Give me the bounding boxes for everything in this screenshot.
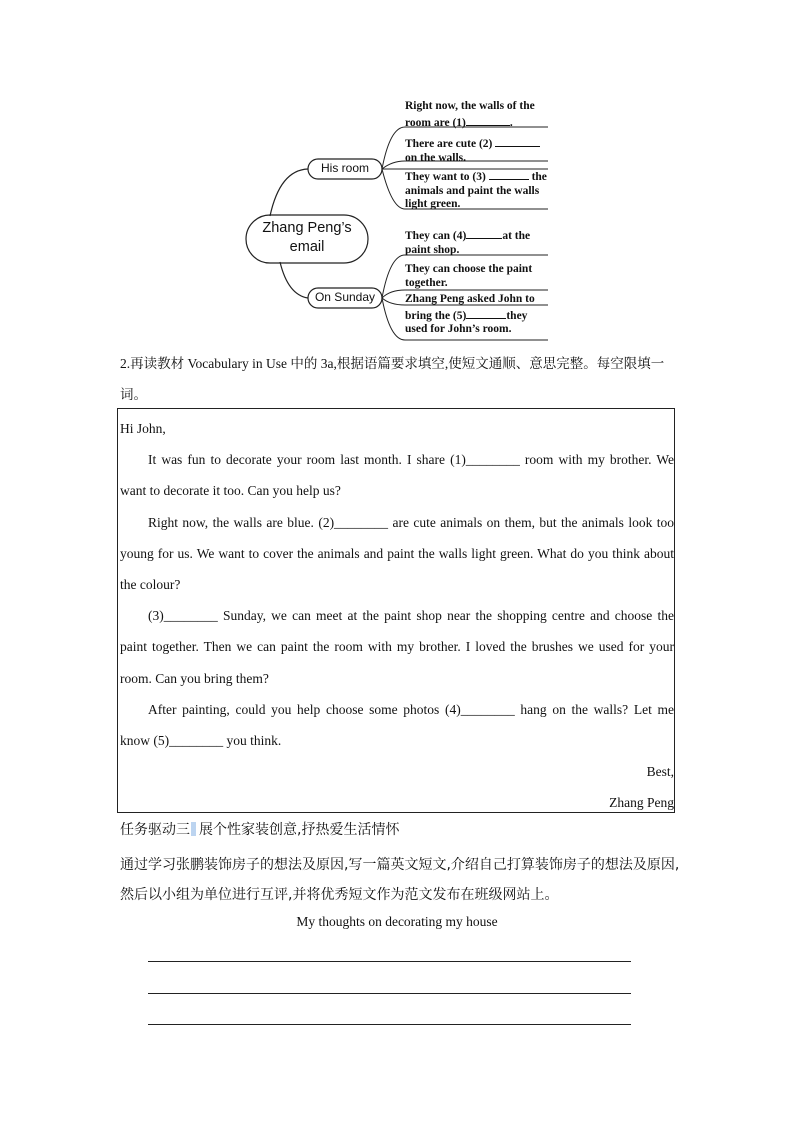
letter-paragraph-2: Right now, the walls are blue. (2)________ are cute animals on them, but the animals look too young for us. We want to cover the animals and paint the walls light green. What do you think about the colour?: [120, 514, 674, 593]
task-title-label: 任务驱动三: [120, 822, 190, 838]
writing-line-1[interactable]: [148, 961, 631, 962]
letter: [120, 413, 674, 819]
task-description: 通过学习张鹏装饰房子的想法及原因,写一篇英文短文,介绍自己打算装饰房子的想法及原因,然后以小组为单位进行互评,并将优秀短文作为范文发布在班级网站上。: [120, 857, 680, 903]
sunday-item-3: Zhang Peng asked John to bring the (5) they used for John’s room.: [405, 293, 535, 335]
center-line-1: Zhang Peng’s: [262, 220, 352, 236]
task-title-text: 展个性家装创意,抒热爱生活情怀: [199, 822, 400, 838]
on-sunday-node: On Sunday: [314, 290, 376, 304]
letter-paragraph-1: It was fun to decorate your room last month. I share (1)________ room with my brother. We want to decorate it too. Can you help us?: [120, 452, 674, 499]
mind-map: [240, 95, 560, 345]
sunday-item-2: They can choose the paint together.: [405, 263, 533, 289]
blank-1: [466, 114, 510, 126]
blank-3: [489, 168, 529, 180]
his-room-node: His room: [320, 161, 369, 175]
room-item-1: Right now, the walls of the room are (1) .: [405, 100, 535, 129]
center-node: [248, 219, 366, 257]
letter-closing: Best,: [646, 764, 674, 780]
letter-box: [117, 408, 675, 813]
instruction-text: 2.再读教材 Vocabulary in Use 中的 3a,根据语篇要求填空,使短文通顺、意思完整。每空限填一词。: [120, 356, 665, 402]
blank-5: [466, 307, 506, 319]
task-title: [120, 820, 399, 840]
letter-greeting: Hi John,: [120, 421, 166, 436]
sunday-item-1: They can (4) at the paint shop.: [405, 227, 550, 257]
blank-4: [466, 227, 502, 239]
room-item-2: There are cute (2) on the walls.: [405, 135, 550, 165]
essay-title: My thoughts on decorating my house: [296, 914, 498, 929]
center-line-2: email: [289, 239, 325, 255]
letter-signature: Zhang Peng: [609, 795, 674, 811]
writing-line-3[interactable]: [148, 1024, 631, 1025]
blank-2: [495, 135, 540, 147]
letter-paragraph-4: After painting, could you help choose some photos (4)________ hang on the walls? Let me know (5)________ you think.: [120, 701, 674, 749]
writing-line-2[interactable]: [148, 993, 631, 994]
task-marker-icon: [191, 822, 196, 836]
letter-paragraph-3: (3)________ Sunday, we can meet at the paint shop near the shopping centre and choose the paint together. Then we can paint the room with my brother. I loved the brushes we used for your room. Can you bring them?: [120, 608, 674, 686]
room-item-3: They want to (3) the animals and paint the walls light green.: [405, 168, 550, 212]
